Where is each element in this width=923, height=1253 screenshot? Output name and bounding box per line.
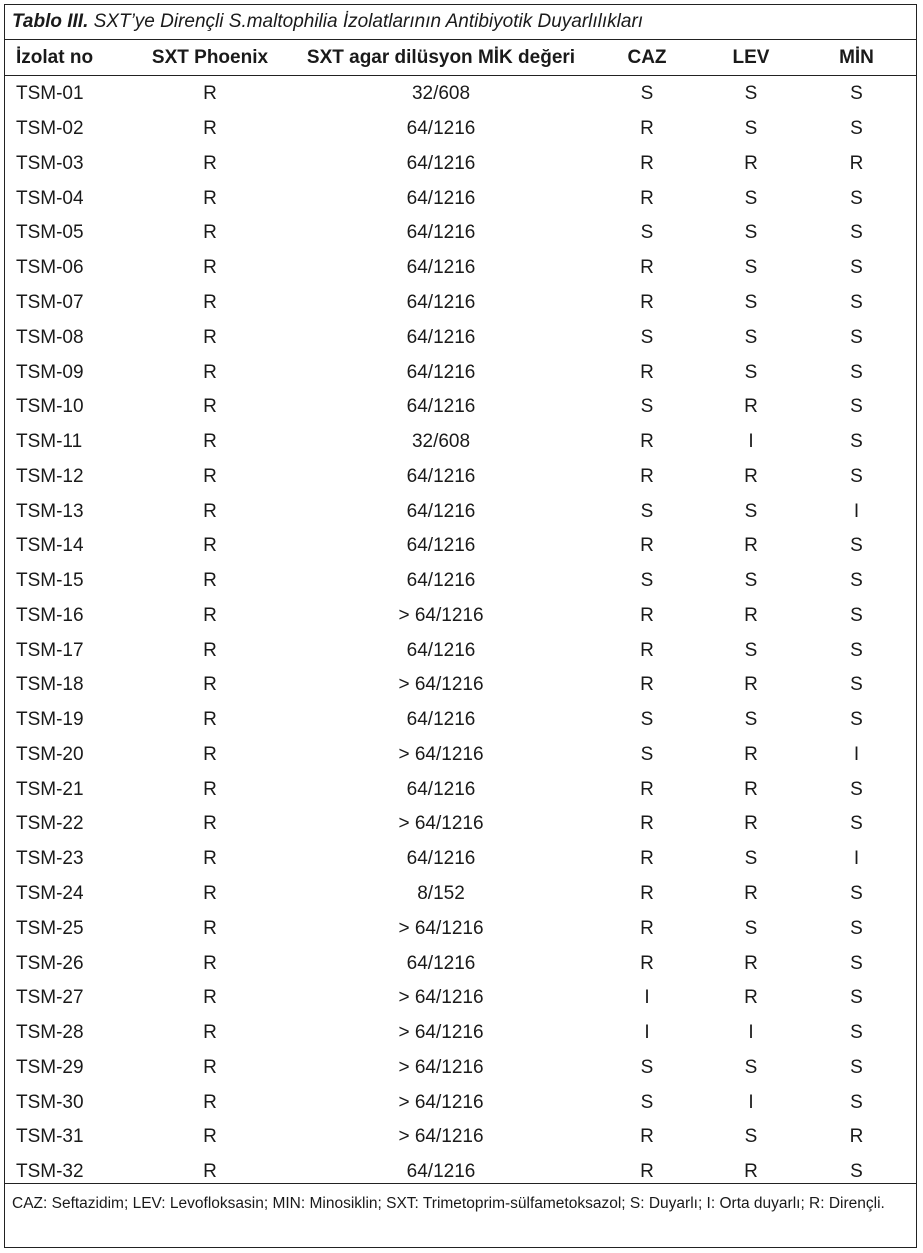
lev-cell: R [744, 674, 758, 696]
isolate-cell: TSM-22 [16, 813, 84, 835]
table-row [4, 459, 917, 494]
isolate-cell: TSM-06 [16, 257, 84, 279]
caz-cell: S [640, 1056, 654, 1078]
caz-cell: R [640, 152, 654, 174]
table-row [4, 981, 917, 1016]
caz-cell: S [640, 83, 654, 105]
sxt-mic-cell: 64/1216 [406, 709, 476, 731]
min-cell: I [853, 743, 860, 765]
sxt-mic-cell: > 64/1216 [398, 674, 484, 696]
caz-cell: R [640, 848, 654, 870]
table-row [4, 703, 917, 738]
caz-cell: R [640, 604, 654, 626]
lev-cell: R [744, 1161, 758, 1183]
lev-cell: R [744, 882, 758, 904]
isolate-cell: TSM-27 [16, 987, 84, 1009]
lev-cell: R [744, 813, 758, 835]
min-cell: S [850, 917, 863, 939]
min-cell: S [850, 1056, 863, 1078]
table-row [4, 75, 917, 112]
sxt-phoenix-cell: R [203, 83, 217, 105]
table-header-row [4, 40, 917, 75]
lev-cell: S [744, 709, 758, 731]
lev-cell: R [744, 604, 758, 626]
sxt-mic-cell: 64/1216 [406, 396, 476, 418]
table-row [4, 390, 917, 425]
column-header-sxt-phoenix: SXT Phoenix [151, 46, 269, 68]
sxt-phoenix-cell: R [203, 1091, 217, 1113]
lev-cell: S [744, 1056, 758, 1078]
table-row [4, 494, 917, 529]
isolate-cell: TSM-32 [16, 1161, 84, 1183]
min-cell: S [850, 1161, 863, 1183]
sxt-phoenix-cell: R [203, 1161, 217, 1183]
isolate-cell: TSM-10 [16, 396, 84, 418]
caz-cell: R [640, 778, 654, 800]
column-header-isolate: İzolat no [16, 46, 94, 68]
sxt-mic-cell: > 64/1216 [398, 743, 484, 765]
sxt-mic-cell: 64/1216 [406, 326, 476, 348]
sxt-mic-cell: 64/1216 [406, 1161, 476, 1183]
lev-cell: S [744, 118, 758, 140]
lev-cell: S [744, 257, 758, 279]
min-cell: S [850, 465, 863, 487]
min-cell: S [850, 1091, 863, 1113]
caz-cell: S [640, 743, 654, 765]
min-cell: S [850, 1022, 863, 1044]
table-row [4, 1016, 917, 1051]
caz-cell: R [640, 1161, 654, 1183]
sxt-mic-cell: 64/1216 [406, 257, 476, 279]
table-row [4, 738, 917, 773]
sxt-mic-cell: 32/608 [411, 431, 471, 453]
sxt-phoenix-cell: R [203, 396, 217, 418]
table-row [4, 529, 917, 564]
isolate-cell: TSM-21 [16, 778, 84, 800]
isolate-cell: TSM-09 [16, 361, 84, 383]
isolate-cell: TSM-03 [16, 152, 84, 174]
lev-cell: R [744, 778, 758, 800]
caz-cell: R [640, 118, 654, 140]
table-row [4, 877, 917, 912]
sxt-phoenix-cell: R [203, 326, 217, 348]
table-row [4, 564, 917, 599]
table-row [4, 946, 917, 981]
caz-cell: R [640, 813, 654, 835]
table-row [4, 112, 917, 147]
isolate-cell: TSM-26 [16, 952, 84, 974]
lev-cell: S [744, 848, 758, 870]
lev-cell: S [744, 187, 758, 209]
lev-cell: I [748, 431, 754, 453]
sxt-phoenix-cell: R [203, 222, 217, 244]
caz-cell: S [640, 570, 654, 592]
sxt-phoenix-cell: R [203, 882, 217, 904]
column-header-caz: CAZ [627, 46, 667, 68]
caz-cell: S [640, 709, 654, 731]
min-cell: S [850, 535, 863, 557]
isolate-cell: TSM-29 [16, 1056, 84, 1078]
sxt-phoenix-cell: R [203, 1056, 217, 1078]
sxt-mic-cell: > 64/1216 [398, 917, 484, 939]
lev-cell: R [744, 465, 758, 487]
min-cell: I [853, 848, 860, 870]
isolate-cell: TSM-05 [16, 222, 84, 244]
sxt-mic-cell: > 64/1216 [398, 1091, 484, 1113]
min-cell: S [850, 361, 863, 383]
sxt-mic-cell: > 64/1216 [398, 813, 484, 835]
isolate-cell: TSM-02 [16, 118, 84, 140]
table-caption [12, 10, 643, 34]
sxt-phoenix-cell: R [203, 674, 217, 696]
sxt-phoenix-cell: R [203, 813, 217, 835]
sxt-phoenix-cell: R [203, 152, 217, 174]
sxt-phoenix-cell: R [203, 917, 217, 939]
caz-cell: S [640, 396, 654, 418]
caz-cell: R [640, 674, 654, 696]
caz-cell: R [640, 431, 654, 453]
min-cell: S [850, 952, 863, 974]
sxt-mic-cell: 64/1216 [406, 535, 476, 557]
lev-cell: S [744, 361, 758, 383]
column-header-sxt-mic: SXT agar dilüsyon MİK değeri [306, 46, 576, 68]
min-cell: S [850, 326, 863, 348]
sxt-phoenix-cell: R [203, 431, 217, 453]
min-cell: S [850, 674, 863, 696]
table-row [4, 320, 917, 355]
min-cell: S [850, 83, 863, 105]
min-cell: S [850, 257, 863, 279]
caz-cell: R [640, 257, 654, 279]
lev-cell: S [744, 917, 758, 939]
sxt-phoenix-cell: R [203, 743, 217, 765]
lev-cell: S [744, 291, 758, 313]
sxt-phoenix-cell: R [203, 1022, 217, 1044]
lev-cell: R [744, 152, 758, 174]
column-header-min: MİN [839, 46, 874, 68]
table-row [4, 1050, 917, 1085]
sxt-phoenix-cell: R [203, 187, 217, 209]
sxt-phoenix-cell: R [203, 1126, 217, 1148]
sxt-phoenix-cell: R [203, 952, 217, 974]
isolate-cell: TSM-28 [16, 1022, 84, 1044]
sxt-phoenix-cell: R [203, 257, 217, 279]
isolate-cell: TSM-17 [16, 639, 84, 661]
min-cell: S [850, 222, 863, 244]
sxt-phoenix-cell: R [203, 848, 217, 870]
isolate-cell: TSM-19 [16, 709, 84, 731]
sxt-phoenix-cell: R [203, 118, 217, 140]
lev-cell: S [744, 639, 758, 661]
sxt-mic-cell: > 64/1216 [398, 987, 484, 1009]
sxt-mic-cell: 64/1216 [406, 952, 476, 974]
sxt-phoenix-cell: R [203, 500, 217, 522]
table-row [4, 147, 917, 182]
sxt-mic-cell: 64/1216 [406, 361, 476, 383]
caz-cell: S [640, 222, 654, 244]
isolate-cell: TSM-01 [16, 83, 84, 105]
isolate-cell: TSM-31 [16, 1126, 84, 1148]
table-row [4, 1155, 917, 1190]
sxt-mic-cell: 64/1216 [406, 570, 476, 592]
table-caption-text: SXT’ye Dirençli S.maltophilia İzolatlarının Antibiyotik Duyarlılıkları [88, 11, 644, 32]
isolate-cell: TSM-08 [16, 326, 84, 348]
sxt-mic-cell: 64/1216 [406, 187, 476, 209]
caz-cell: R [640, 917, 654, 939]
susceptibility-table [4, 40, 917, 1190]
table-row [4, 181, 917, 216]
caz-cell: R [640, 465, 654, 487]
isolate-cell: TSM-12 [16, 465, 84, 487]
table-row [4, 842, 917, 877]
isolate-cell: TSM-23 [16, 848, 84, 870]
caz-cell: S [640, 1091, 654, 1113]
isolate-cell: TSM-16 [16, 604, 84, 626]
caz-cell: R [640, 361, 654, 383]
table-row [4, 286, 917, 321]
sxt-mic-cell: > 64/1216 [398, 604, 484, 626]
sxt-phoenix-cell: R [203, 604, 217, 626]
isolate-cell: TSM-07 [16, 291, 84, 313]
isolate-cell: TSM-25 [16, 917, 84, 939]
caz-cell: I [644, 1022, 650, 1044]
sxt-phoenix-cell: R [203, 639, 217, 661]
caz-cell: R [640, 882, 654, 904]
lev-cell: S [744, 1126, 758, 1148]
table-row [4, 633, 917, 668]
sxt-phoenix-cell: R [203, 778, 217, 800]
table-body [4, 75, 917, 1190]
sxt-phoenix-cell: R [203, 987, 217, 1009]
lev-cell: S [744, 326, 758, 348]
table-caption-lead: Tablo III. [12, 11, 89, 32]
min-cell: S [850, 291, 863, 313]
min-cell: S [850, 882, 863, 904]
isolate-cell: TSM-24 [16, 882, 84, 904]
min-cell: S [850, 709, 863, 731]
table-row [4, 355, 917, 390]
isolate-cell: TSM-18 [16, 674, 84, 696]
sxt-mic-cell: 64/1216 [406, 639, 476, 661]
isolate-cell: TSM-13 [16, 500, 84, 522]
sxt-phoenix-cell: R [203, 465, 217, 487]
sxt-mic-cell: 64/1216 [406, 848, 476, 870]
caz-cell: S [640, 500, 654, 522]
isolate-cell: TSM-30 [16, 1091, 84, 1113]
caz-cell: R [640, 1126, 654, 1148]
table-row [4, 1085, 917, 1120]
lev-cell: I [748, 1022, 754, 1044]
sxt-phoenix-cell: R [203, 291, 217, 313]
sxt-mic-cell: 64/1216 [406, 778, 476, 800]
sxt-mic-cell: 64/1216 [406, 500, 476, 522]
sxt-mic-cell: > 64/1216 [398, 1126, 484, 1148]
min-cell: S [850, 604, 863, 626]
isolate-cell: TSM-04 [16, 187, 84, 209]
sxt-phoenix-cell: R [203, 570, 217, 592]
lev-cell: S [744, 500, 758, 522]
caz-cell: R [640, 535, 654, 557]
table-row [4, 911, 917, 946]
caz-cell: I [644, 987, 650, 1009]
lev-cell: I [748, 1091, 754, 1113]
sxt-phoenix-cell: R [203, 361, 217, 383]
caz-cell: R [640, 952, 654, 974]
lev-cell: S [744, 222, 758, 244]
min-cell: S [850, 396, 863, 418]
isolate-cell: TSM-11 [16, 431, 83, 453]
caz-cell: R [640, 187, 654, 209]
table-row [4, 598, 917, 633]
min-cell: S [850, 570, 863, 592]
table-row [4, 1120, 917, 1155]
table-row [4, 772, 917, 807]
table-row [4, 807, 917, 842]
min-cell: S [850, 639, 863, 661]
min-cell: S [850, 813, 863, 835]
table-footnote: CAZ: Seftazidim; LEV: Levofloksasin; MIN: Minosiklin; SXT: Trimetoprim-sülfametoksazol; S: Duyarlı; I: Orta duyarlı; R: Dirençli. [12, 1195, 885, 1212]
caz-cell: R [640, 639, 654, 661]
min-cell: S [850, 187, 863, 209]
sxt-mic-cell: > 64/1216 [398, 1022, 484, 1044]
sxt-mic-cell: 32/608 [411, 83, 471, 105]
sxt-phoenix-cell: R [203, 535, 217, 557]
lev-cell: R [744, 952, 758, 974]
caz-cell: R [640, 291, 654, 313]
min-cell: R [849, 152, 864, 174]
sxt-mic-cell: 8/152 [417, 882, 465, 904]
sxt-mic-cell: 64/1216 [406, 152, 476, 174]
lev-cell: R [744, 535, 758, 557]
table-row [4, 251, 917, 286]
column-header-lev: LEV [732, 46, 770, 68]
table-row [4, 425, 917, 460]
isolate-cell: TSM-14 [16, 535, 84, 557]
sxt-phoenix-cell: R [203, 709, 217, 731]
lev-cell: R [744, 743, 758, 765]
lev-cell: S [744, 570, 758, 592]
caz-cell: S [640, 326, 654, 348]
sxt-mic-cell: 64/1216 [406, 465, 476, 487]
sxt-mic-cell: 64/1216 [406, 118, 476, 140]
table-row [4, 668, 917, 703]
lev-cell: R [744, 396, 758, 418]
sxt-mic-cell: 64/1216 [406, 291, 476, 313]
isolate-cell: TSM-20 [16, 743, 84, 765]
min-cell: S [850, 431, 863, 453]
sxt-mic-cell: 64/1216 [406, 222, 476, 244]
sxt-mic-cell: > 64/1216 [398, 1056, 484, 1078]
lev-cell: S [744, 83, 758, 105]
min-cell: S [850, 987, 863, 1009]
min-cell: R [849, 1126, 864, 1148]
min-cell: S [850, 118, 863, 140]
table-row [4, 216, 917, 251]
lev-cell: R [744, 987, 758, 1009]
min-cell: I [853, 500, 860, 522]
min-cell: S [850, 778, 863, 800]
isolate-cell: TSM-15 [16, 570, 84, 592]
